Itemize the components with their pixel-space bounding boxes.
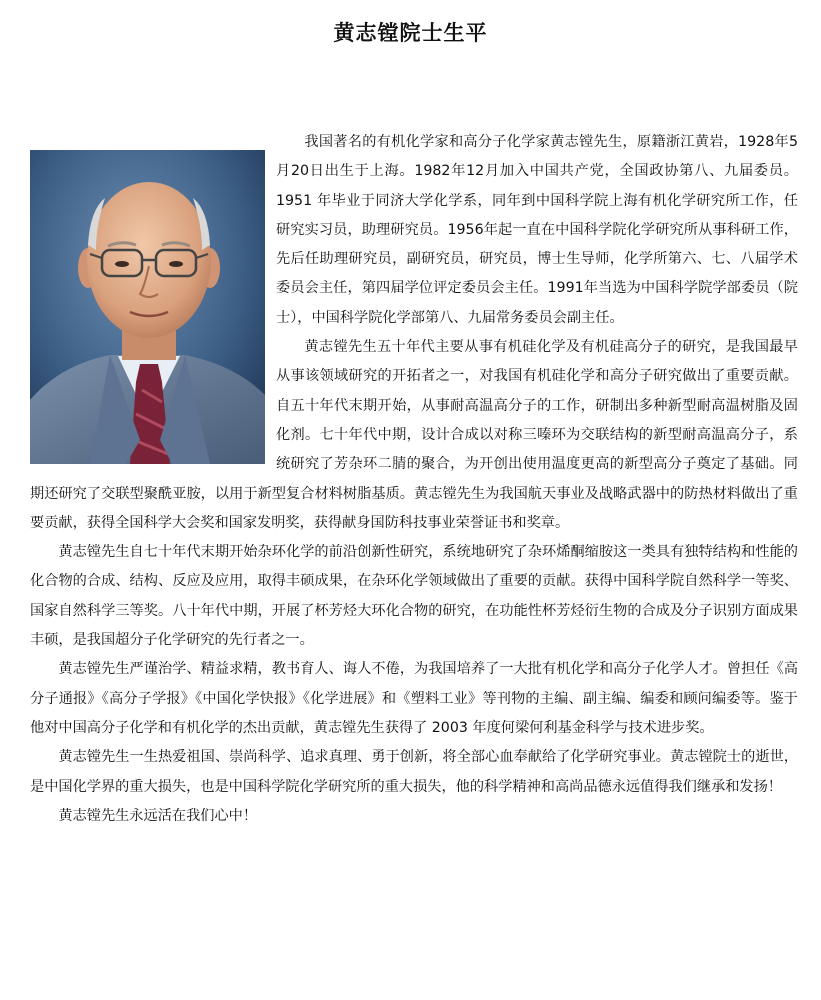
biography-text xyxy=(30,128,798,831)
page-title: 黄志镗院士生平 xyxy=(333,21,488,45)
paragraph-silicone-research: 黄志镗先生五十年代主要从事有机硅化学及有机硅高分子的研究，是我国最早从事该领域研究的开拓者之一，对我国有机硅化学和高分子研究做出了重要贡献。自五十年代末期开始，从事耐高温高分子的工作，研制出多种新型耐高温树脂及固化剂。七十年代中期，设计合成以对称三嗪环为交联结构的新型耐高温高分子，系统研究了芳杂环二腈的聚合，为开创出使用温度更高的新型高分子奠定了基础。同期还研究了交联型聚酰亚胺，以用于新型复合材料树脂基质。黄志镗先生为我国航天事业及战略武器中的防热材料做出了重要贡献，获得全国科学大会奖和国家发明奖，获得献身国防科技事业荣誉证书和奖章。 xyxy=(30,339,798,531)
portrait-spacer xyxy=(30,128,276,476)
paragraph-teaching: 黄志镗先生严谨治学、精益求精，教书育人、诲人不倦，为我国培养了一大批有机化学和高分子化学人才。曾担任《高分子通报》《高分子学报》《中国化学快报》《化学进展》和《塑料工业》等刊物的主编、副主编、编委和顾问编委等。鉴于他对中国高分子化学和有机化学的杰出贡献，黄志镗先生获得了 2003 年度何梁何利基金科学与技术进步奖。 xyxy=(30,661,798,736)
paragraph-closing: 黄志镗先生永远活在我们心中！ xyxy=(58,807,258,824)
paragraph-heterocyclic-research: 黄志镗先生自七十年代末期开始杂环化学的前沿创新性研究，系统地研究了杂环烯酮缩胺这一类具有独特结构和性能的化合物的合成、结构、反应及应用，取得丰硕成果，在杂环化学领域做出了重要的贡献。获得中国科学院自然科学一等奖、国家自然科学三等奖。八十年代中期，开展了杯芳烃大环化合物的研究，在功能性杯芳烃衍生物的合成及分子识别方面成果丰硕，是我国超分子化学研究的先行者之一。 xyxy=(30,544,798,649)
paragraph-early-life: 我国著名的有机化学家和高分子化学家黄志镗先生，原籍浙江黄岩，1928年5月20日出生于上海。1982年12月加入中国共产党，全国政协第八、九届委员。1951 年毕业于同济大学化学系，同年到中国科学院上海有机化学研究所工作，任研究实习员，助理研究员。1956年起一直在中国科学院化学研究所从事科研工作，先后任助理研究员，副研究员，研究员，博士生导师，化学所第六、七、八届学术委员会主任，第四届学位评定委员会主任。1991年当选为中国科学院学部委员（院士），中国科学院化学部第八、九届常务委员会副主任。 xyxy=(276,134,798,326)
paragraph-legacy: 黄志镗先生一生热爱祖国、崇尚科学、追求真理、勇于创新，将全部心血奉献给了化学研究事业。黄志镗院士的逝世，是中国化学界的重大损失，也是中国科学院化学研究所的重大损失，他的科学精神和高尚品德永远值得我们继承和发扬！ xyxy=(30,749,798,795)
